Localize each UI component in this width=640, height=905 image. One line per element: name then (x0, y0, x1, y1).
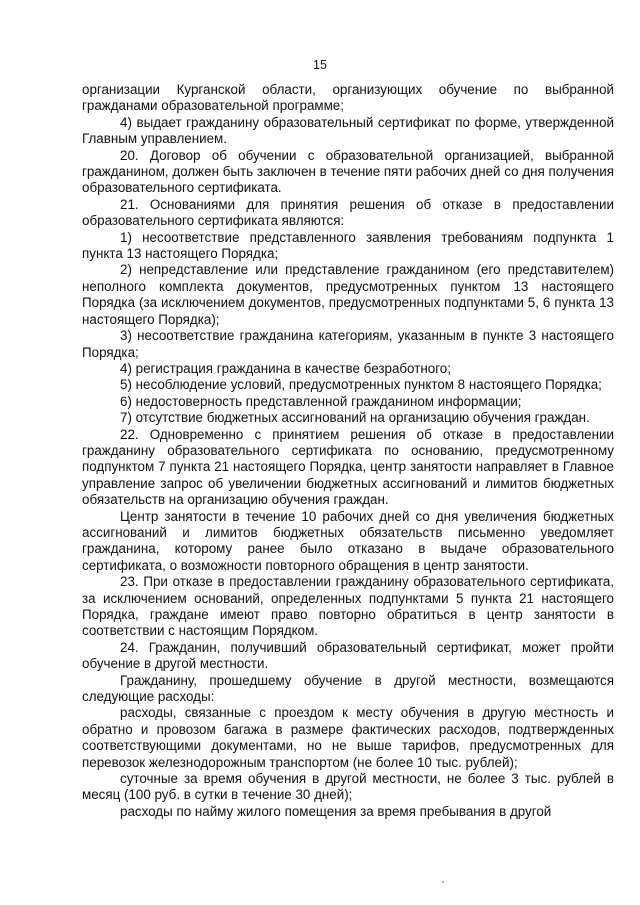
paragraph-21-item-7: 7) отсутствие бюджетных ассигнований на организацию обучения граждан. (120, 410, 590, 426)
paragraph-24: 24. Гражданин, получивший образовательный сертификат, может пройти обучение в другой местности. (82, 639, 614, 672)
paragraph-21-item-2: 2) непредставление или представление гражданином (его представителем) неполного комплекта документов, предусмотренных пунктом 13 настоящего Порядка (за исключением документов, предусмотренных подпунктами 5, 6 пункта 13 настоящего Порядка); (82, 262, 614, 327)
paragraph-21-item-5: 5) несоблюдение условий, предусмотренных пунктом 8 настоящего Порядка; (120, 377, 602, 393)
paragraph-21-item-3: 3) несоответствие гражданина категориям, указанным в пункте 3 настоящего Порядка; (82, 328, 614, 360)
paragraph-21-item-6: 6) недостоверность представленной гражданином информации; (120, 393, 522, 409)
document-body (82, 82, 614, 820)
paragraph-22-notice: Центр занятости в течение 10 рабочих дней со дня увеличения бюджетных ассигнований и лимитов бюджетных обязательств письменно уведомляет гражданина, которому ранее было отказано в выдаче образовательного сертификата, о возможности повторного обращения в центр занятости. (82, 508, 614, 573)
page-number: 15 (313, 58, 327, 72)
scan-speck (442, 881, 444, 883)
paragraph-22: 22. Одновременно с принятием решения об отказе в предоставлении гражданину образовательного сертификата по основанию, предусмотренному подпунктом 7 пункта 21 настоящего Порядка, центр занятости направляет в Главное управление запрос об увеличении бюджетных ассигнований и лимитов бюджетных обязательств на организацию обучения граждан. (82, 426, 614, 508)
paragraph-21-item-4: 4) регистрация гражданина в качестве безработного; (120, 360, 451, 376)
paragraph-24-travel-expenses: расходы, связанные с проездом к месту обучения в другую местность и обратно и провозом багажа в размере фактических расходов, подтвержденных соответствующими документами, но не выше тарифов, предусмотренных для перевозок железнодорожным транспортом (не более 10 тыс. рублей); (82, 705, 614, 770)
paragraph-21-item-1: 1) несоответствие представленного заявления требованиям подпункта 1 пункта 13 настоящего Порядка; (82, 229, 614, 262)
paragraph-21: 21. Основаниями для принятия решения об отказе в предоставлении образовательного сертификата являются: (82, 196, 614, 229)
paragraph-item-4: 4) выдает гражданину образовательный сертификат по форме, утвержденной Главным управлением. (82, 114, 614, 147)
paragraph-20: 20. Договор об обучении с образовательной организацией, выбранной гражданином, должен быть заключен в течение пяти рабочих дней со дня получения образовательного сертификата. (82, 147, 614, 196)
paragraph-24-housing-expenses: расходы по найму жилого помещения за время пребывания в другой (120, 803, 552, 819)
paragraph-23: 23. При отказе в предоставлении гражданину образовательного сертификата, за исключением оснований, определенных подпунктами 5 пункта 21 настоящего Порядка, граждане имеют право повторно обратиться в центр занятости в соответствии с настоящим Порядком. (82, 574, 614, 639)
paragraph-24-expenses-intro: Гражданину, прошедшему обучение в другой местности, возмещаются следующие расходы: (82, 672, 614, 705)
paragraph-continuation: организации Курганской области, организующих обучение по выбранной гражданами образовательной программе; (82, 82, 614, 114)
paragraph-24-daily-allowance: суточные за время обучения в другой местности, не более 3 тыс. рублей в месяц (100 руб. в сутки в течение 30 дней); (82, 771, 614, 803)
